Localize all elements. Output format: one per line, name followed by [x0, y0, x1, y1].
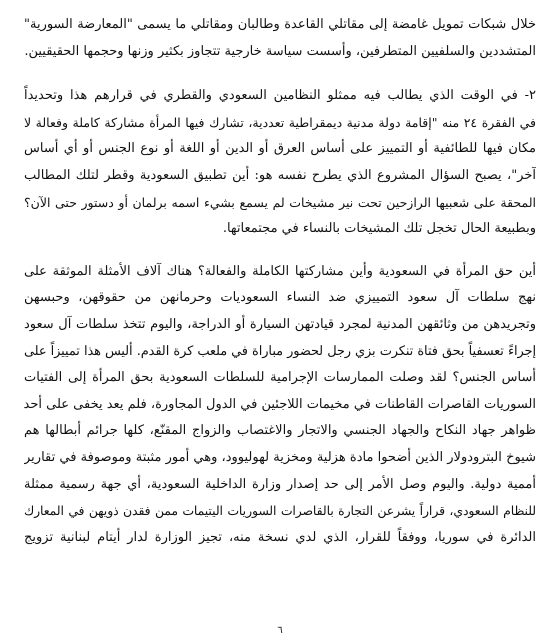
paragraph-line: السوريات القاصرات القاطنات في مخيمات اللاجئين في الدول المجاورة، فلم يعد يخفى على أحد [24, 396, 536, 412]
paragraph-line: خلال شبكات تمويل غامضة إلى مقاتلي القاعدة وطالبان ومقاتلي ما يسمى "المعارضة السورية" [24, 17, 536, 32]
paragraph-line: ٢- في الوقت الذي يطالب فيه ممثلو النظامين السعودي والقطري في قرارهم هذا وتحديداً [24, 88, 536, 104]
page-number: ٦ [277, 625, 283, 636]
paragraph-line: الدائرة في سوريا، ووفقاً للقرار، الذي لدي نسخة منه، تجيز الوزارة لدار أيتام لبنانية تزويج [24, 529, 536, 545]
paragraph-3 [24, 259, 536, 552]
paragraph-line: أممية دولية. واليوم وصل الأمر إلى حد إصدار وزارة الداخلية السعودية، أي جهة رسمية ممثلة [24, 476, 536, 492]
paragraph-line: آخر"، يصبح السؤال المشروع الذي يطرح نفسه هو: أين تطبيق السعودية وقطر لتلك المطالب [24, 167, 536, 183]
paragraph-line: مكان فيها للطائفية أو التمييز على أساس العرق أو الدين أو اللغة أو نوع الجنس أو أي أساس [24, 141, 536, 157]
paragraph-line: شيوخ البترودولار الذين أضحوا مادة هزلية ومخزية لهوليوود، وهي أمور مثبتة وموصوفة في تقارير [24, 449, 536, 465]
paragraph-line: إجراءً تعسفياً بحق فتاة تنكرت بزي رجل لحضور مباراة في ملعب كرة القدم. أليس هذا تمييزاً على [24, 343, 536, 359]
paragraph-line: في الفقرة ٢٤ منه "إقامة دولة مدنية ديمقراطية تعددية، تشارك فيها المرأة مشاركة كاملة وفعالة لا [24, 114, 536, 130]
paragraph-line: المتشددين والسلفيين المتطرفين، وأسست سياسة خارجية تتجاوز بكثير وزنها وحجمها الحقيقيين. [24, 43, 536, 59]
paragraph-line: أين حق المرأة في السعودية وأين مشاركتها الكاملة والفعالة؟ هناك آلاف الأمثلة الموثقة على [24, 263, 536, 279]
paragraph-line: وتجريدهن من وثائقهن المدنية لمجرد قيادتهن السيارة أو الدراجة، واليوم تتخذ سلطات آل سعود [24, 316, 536, 332]
paragraph-1 [24, 12, 536, 65]
paragraph-line: وبطبيعة الحال تخجل تلك المشيخات بالنساء في مجتمعاتها. [222, 221, 536, 237]
paragraph-line: المحقة على شعبيها الرازحين تحت نير مشيخات لم يسمع بشيء اسمه برلمان أو دستور حتى الآن؟ [24, 194, 536, 210]
paragraph-line: أساس الجنس؟ لقد وصلت الممارسات الإجرامية للسلطات السعودية بحق المرأة إلى الفتيات [24, 370, 536, 386]
paragraph-2 [24, 83, 536, 243]
paragraph-line: ظواهر جهاد النكاح والجهاد الجنسي والاتجار والاغتصاب والزواج المقنّع، كلها جرائم أبطالها هم [24, 423, 536, 439]
paragraph-line: نهج سلطات آل سعود التمييزي ضد النساء السعوديات وحرمانهن من حقوقهن، وحبسهن [24, 290, 536, 306]
paragraph-line: للنظام السعودي، قراراً يشرعن التجارة بالقاصرات السوريات اليتيمات ممن فقدن ذويهن في المعارك [24, 504, 536, 519]
